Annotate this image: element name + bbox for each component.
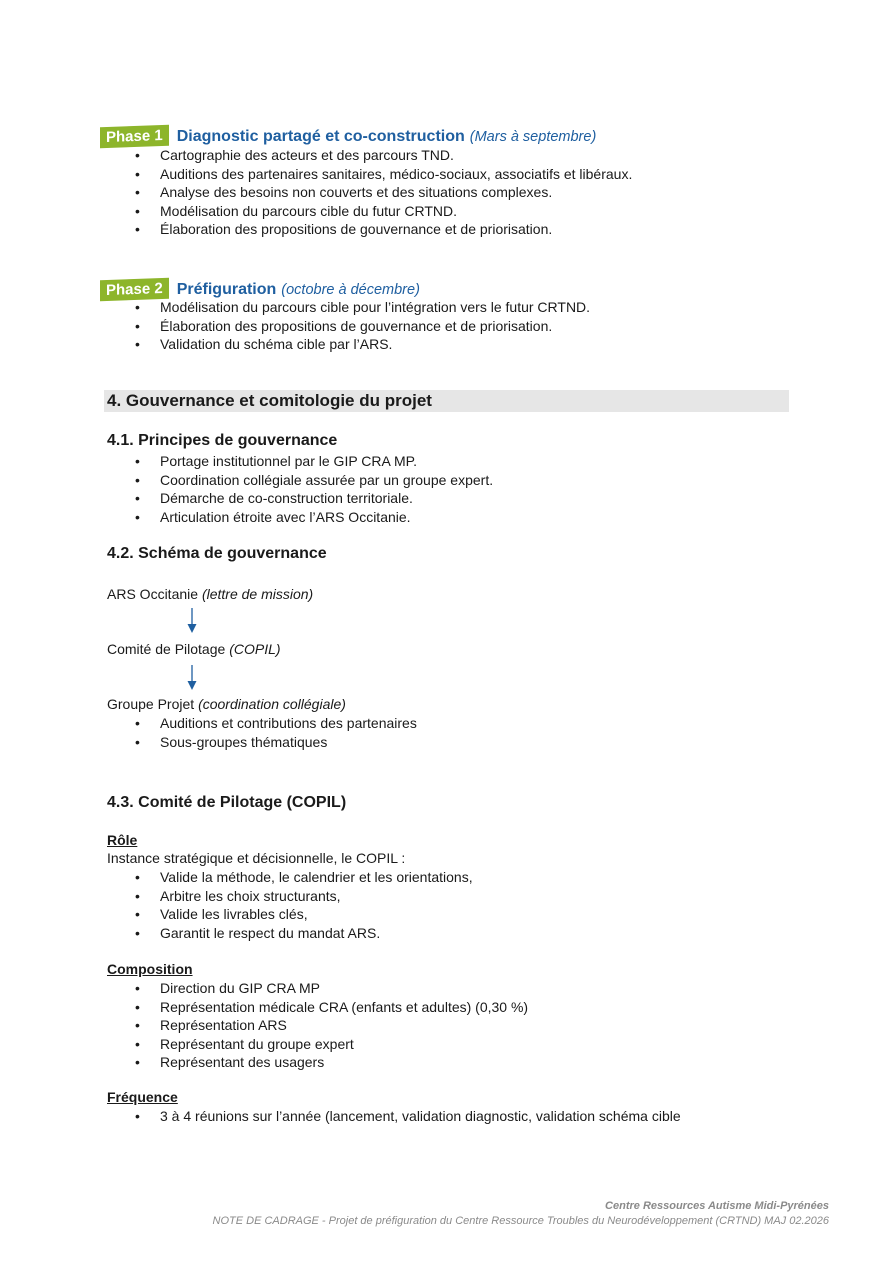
schema-level-2-note: (COPIL): [229, 641, 281, 657]
list-item: • Sous-groupes thématiques: [135, 733, 417, 752]
footer-document-title: NOTE DE CADRAGE - Projet de préfiguration du Centre Ressource Troubles du Neurodéveloppement (CRTND) MAJ 02.2026: [212, 1215, 829, 1227]
subsection-4-2-title: 4.2. Schéma de gouvernance: [107, 545, 327, 562]
role-label: Rôle: [107, 832, 138, 848]
section-4-title: 4. Gouvernance et comitologie du projet: [107, 391, 432, 410]
list-item: • Direction du GIP CRA MP: [135, 979, 528, 998]
frequency-label: Fréquence: [107, 1089, 178, 1105]
list-item: • Élaboration des propositions de gouvernance et de priorisation.: [135, 317, 590, 336]
schema-level-3-name: Groupe Projet: [107, 696, 195, 712]
composition-list: [135, 979, 528, 1072]
arrow-down-icon: [187, 608, 197, 634]
phase-2-title: Préfiguration: [176, 281, 277, 298]
list-item: • Validation du schéma cible par l’ARS.: [135, 335, 590, 354]
frequency-list: [135, 1107, 681, 1126]
list-item: • Modélisation du parcours cible du futur CRTND.: [135, 202, 632, 221]
list-item: • Analyse des besoins non couverts et des situations complexes.: [135, 183, 632, 202]
list-item: • Démarche de co-construction territoriale.: [135, 489, 493, 508]
list-item: • Modélisation du parcours cible pour l’intégration vers le futur CRTND.: [135, 298, 590, 317]
list-item: • Représentant du groupe expert: [135, 1035, 528, 1054]
list-item: • 3 à 4 réunions sur l’année (lancement, validation diagnostic, validation schéma cible: [135, 1107, 681, 1126]
list-item: • Articulation étroite avec l’ARS Occitanie.: [135, 508, 493, 527]
schema-level-1-name: ARS Occitanie: [107, 586, 199, 602]
schema-level-1: [107, 586, 313, 602]
subsection-4-3-title: 4.3. Comité de Pilotage (COPIL): [107, 794, 347, 811]
role-list: [135, 868, 473, 942]
list-item: • Auditions des partenaires sanitaires, médico-sociaux, associatifs et libéraux.: [135, 165, 632, 184]
phase-1-badge: Phase 1: [100, 125, 169, 148]
phase-2-list: [135, 298, 590, 354]
list-item: • Valide les livrables clés,: [135, 905, 473, 924]
composition-label: Composition: [107, 961, 193, 977]
phase-1-period: (Mars à septembre): [469, 129, 597, 145]
phase-2-heading: [100, 279, 420, 300]
schema-level-3-note: (coordination collégiale): [198, 696, 346, 712]
list-item: • Élaboration des propositions de gouvernance et de priorisation.: [135, 220, 632, 239]
list-item: • Représentation médicale CRA (enfants et adultes) (0,30 %): [135, 998, 528, 1017]
schema-level-2-name: Comité de Pilotage: [107, 641, 226, 657]
role-intro: Instance stratégique et décisionnelle, le COPIL :: [107, 850, 406, 866]
list-item: • Coordination collégiale assurée par un groupe expert.: [135, 471, 493, 490]
governance-principles-list: [135, 452, 493, 526]
phase-2-period: (octobre à décembre): [281, 282, 420, 298]
list-item: • Garantit le respect du mandat ARS.: [135, 924, 473, 943]
phase-2-badge: Phase 2: [100, 278, 169, 301]
list-item: • Cartographie des acteurs et des parcours TND.: [135, 146, 632, 165]
schema-level-1-note: (lettre de mission): [201, 586, 314, 602]
schema-level-3: [107, 696, 346, 712]
phase-1-title: Diagnostic partagé et co-construction: [176, 128, 465, 145]
group-project-list: [135, 714, 417, 751]
list-item: • Représentation ARS: [135, 1016, 528, 1035]
list-item: • Représentant des usagers: [135, 1053, 528, 1072]
list-item: • Portage institutionnel par le GIP CRA MP.: [135, 452, 493, 471]
subsection-4-1-title: 4.1. Principes de gouvernance: [107, 432, 338, 449]
phase-1-list: [135, 146, 632, 239]
list-item: • Auditions et contributions des partenaires: [135, 714, 417, 733]
phase-1-heading: [100, 126, 596, 147]
footer-organization: Centre Ressources Autisme Midi-Pyrénées: [605, 1200, 829, 1212]
arrow-down-icon: [187, 665, 197, 691]
list-item: • Valide la méthode, le calendrier et les orientations,: [135, 868, 473, 887]
list-item: • Arbitre les choix structurants,: [135, 887, 473, 906]
schema-level-2: [107, 641, 281, 657]
